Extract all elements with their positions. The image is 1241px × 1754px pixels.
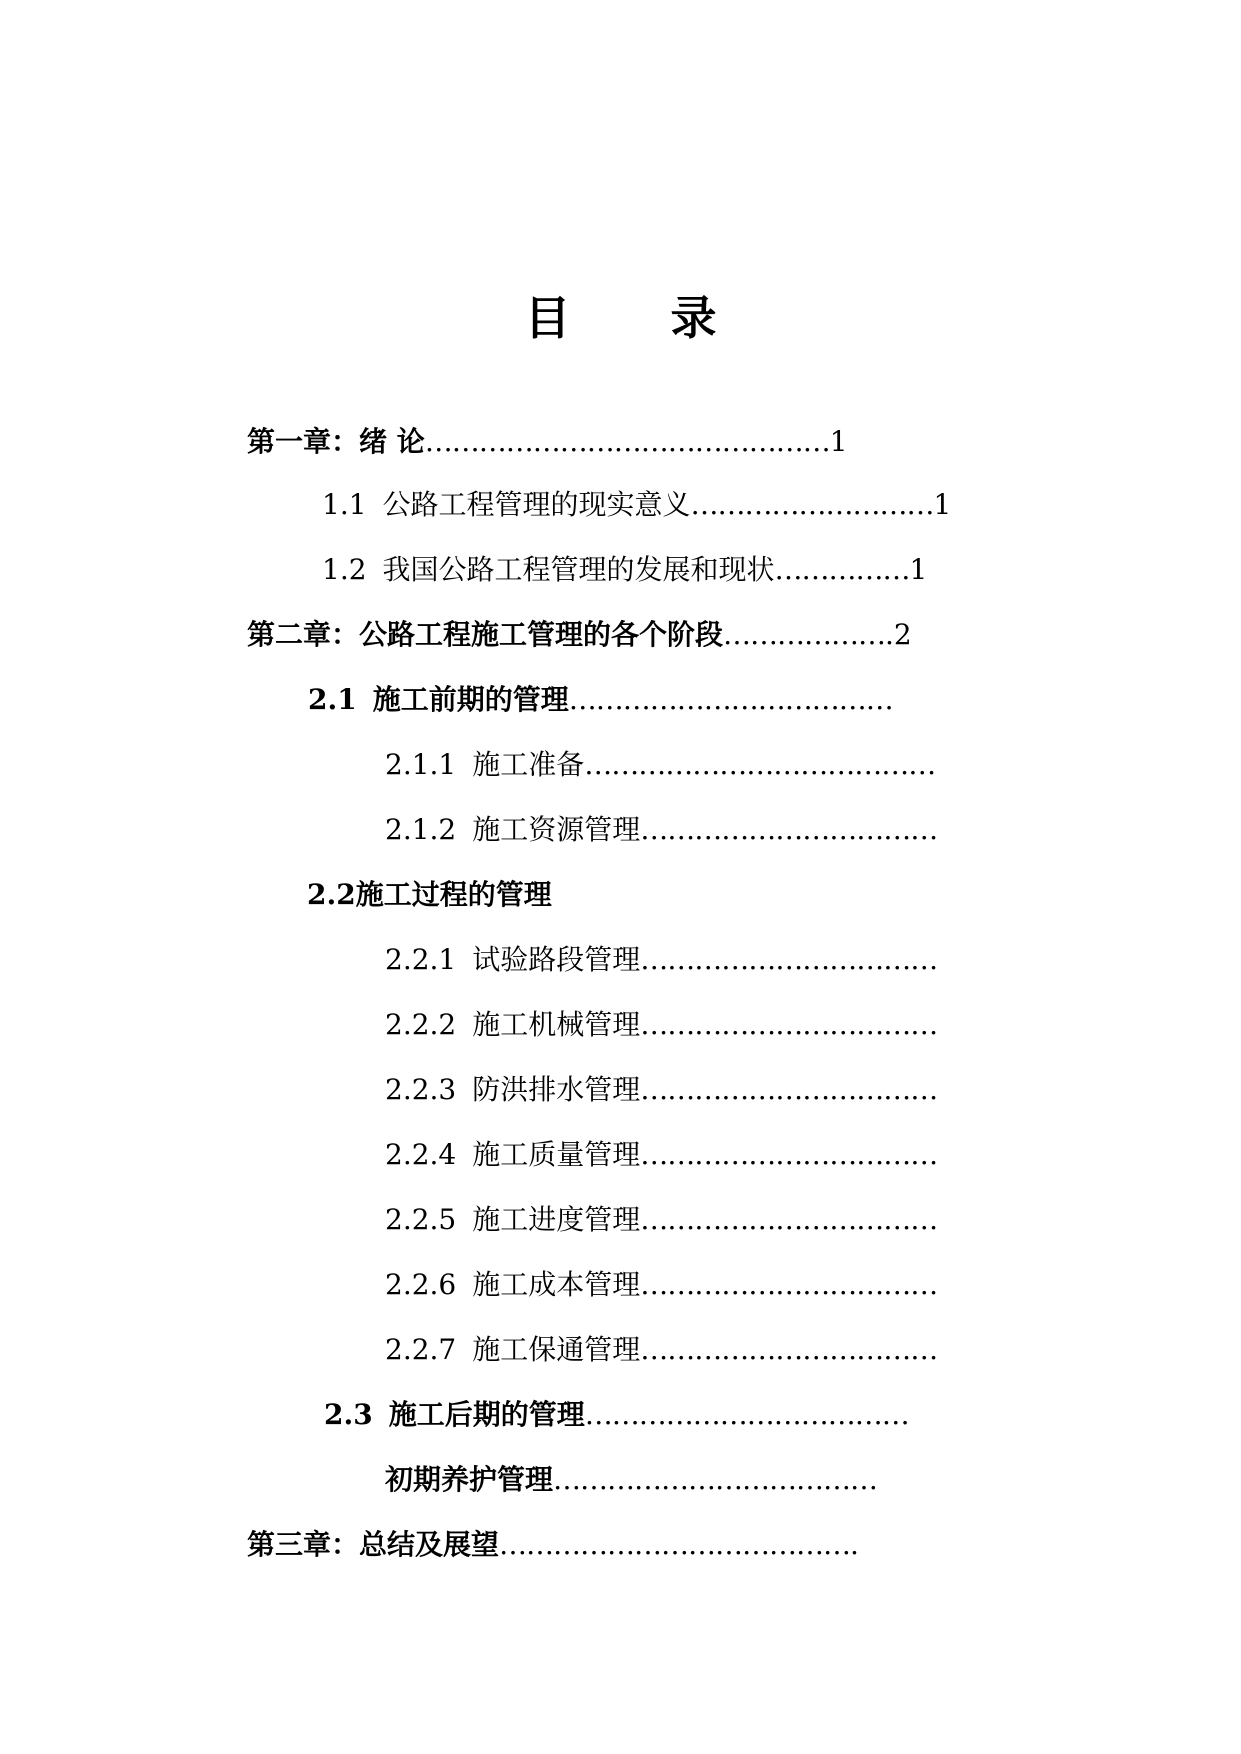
toc-leader-dots: …………………………… (640, 813, 938, 846)
toc-number: 2.2.5 (385, 1203, 457, 1236)
toc-text: 第二章：公路工程施工管理的各个阶段 (247, 618, 724, 651)
toc-leader-dots: ………………………………… (584, 748, 936, 781)
toc-section-initial-maintenance[interactable] (385, 1460, 877, 1500)
toc-number: 2.3 (324, 1398, 373, 1431)
toc-section-2-2[interactable] (307, 875, 552, 915)
toc-section-1-1[interactable] (322, 485, 951, 525)
toc-text: 试验路段管理 (472, 943, 641, 976)
toc-number: 2.2.3 (385, 1073, 457, 1106)
toc-section-2-1[interactable] (308, 680, 893, 720)
toc-text: 施工质量管理 (472, 1138, 641, 1171)
toc-leader-dots: ……………………………………… (424, 425, 830, 458)
toc-leader-dots: …………………………… (640, 1073, 938, 1106)
toc-text: 施工准备 (472, 748, 585, 781)
toc-text: 2.2施工过程的管理 (307, 878, 552, 911)
toc-text: 施工保通管理 (472, 1333, 641, 1366)
toc-text: 我国公路工程管理的发展和现状 (382, 553, 775, 586)
toc-chapter-2[interactable] (247, 615, 912, 655)
toc-leader-dots: ……………………………… (568, 683, 893, 716)
toc-leader-dots: …………………………… (640, 1333, 938, 1366)
toc-text: 施工资源管理 (472, 813, 641, 846)
toc-leader-dots: ……………………………… (553, 1463, 878, 1496)
toc-page-number: 1 (909, 553, 928, 586)
toc-section-2-2-5[interactable] (385, 1200, 937, 1240)
toc-number: 2.2.4 (385, 1138, 457, 1171)
toc-number: 2.2.7 (385, 1333, 457, 1366)
toc-section-2-2-6[interactable] (385, 1265, 937, 1305)
toc-page-number: .2 (885, 618, 912, 651)
toc-number: 2.2.2 (385, 1008, 457, 1041)
toc-text: 第三章：总结及展望 (247, 1528, 500, 1561)
toc-text: 施工后期的管理 (388, 1398, 585, 1431)
toc-text: 公路工程管理的现实意义 (382, 488, 691, 521)
toc-leader-dots: ……………………… (690, 488, 934, 521)
title-char-2: 录 (670, 291, 817, 345)
toc-section-2-3[interactable] (324, 1395, 909, 1435)
toc-number: 2.2.6 (385, 1268, 457, 1301)
toc-number: 2.1.1 (385, 748, 457, 781)
toc-leader-dots: …………… (774, 553, 910, 586)
toc-section-1-2[interactable] (322, 550, 927, 590)
toc-leader-dots: …………………………… (640, 1268, 938, 1301)
toc-text: 第一章：绪 论 (247, 425, 425, 458)
toc-leader-dots: …………………………… (640, 943, 938, 976)
toc-number: 2.1.2 (385, 813, 457, 846)
page-title (0, 282, 1241, 348)
toc-leader-dots: …………………………… (640, 1008, 938, 1041)
toc-number: 2.2.1 (385, 943, 457, 976)
toc-chapter-1[interactable] (247, 422, 848, 462)
toc-page-number: . (850, 1528, 859, 1561)
toc-number: 1.2 (322, 553, 367, 586)
toc-leader-dots: ……………… (723, 618, 886, 651)
toc-leader-dots: ……………………………… (584, 1398, 909, 1431)
toc-text: 施工进度管理 (472, 1203, 641, 1236)
toc-chapter-3[interactable] (247, 1525, 859, 1565)
toc-page-number: 1 (933, 488, 952, 521)
toc-section-2-2-3[interactable] (385, 1070, 937, 1110)
toc-text: 防洪排水管理 (472, 1073, 641, 1106)
toc-text: 初期养护管理 (385, 1463, 554, 1496)
toc-section-2-1-1[interactable] (385, 745, 935, 785)
toc-text: 施工机械管理 (472, 1008, 641, 1041)
toc-section-2-2-4[interactable] (385, 1135, 937, 1175)
toc-section-2-1-2[interactable] (385, 810, 937, 850)
toc-text: 施工成本管理 (472, 1268, 641, 1301)
title-char-1: 目 (524, 291, 671, 345)
toc-leader-dots: …………………………… (640, 1138, 938, 1171)
toc-leader-dots: …………………………… (640, 1203, 938, 1236)
toc-text: 施工前期的管理 (372, 683, 569, 716)
toc-section-2-2-2[interactable] (385, 1005, 937, 1045)
toc-number: 1.1 (322, 488, 367, 521)
toc-section-2-2-1[interactable] (385, 940, 937, 980)
toc-section-2-2-7[interactable] (385, 1330, 937, 1370)
toc-page-number: 1 (829, 425, 848, 458)
toc-number: 2.1 (308, 683, 357, 716)
toc-leader-dots: ………………………………… (499, 1528, 851, 1561)
